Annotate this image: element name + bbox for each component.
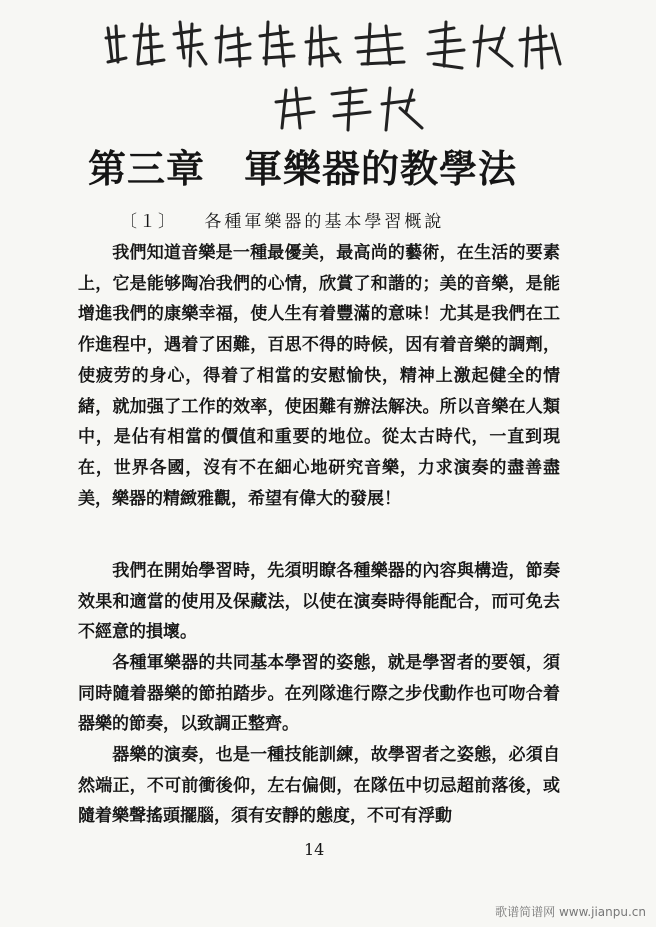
section-number: 〔１〕: [120, 212, 177, 232]
paragraph: [78, 648, 560, 740]
page-number: 14: [304, 840, 325, 859]
site-watermark: 歌谱简谱网 www.jianpu.cn: [495, 905, 646, 919]
paragraph: [78, 556, 560, 648]
paragraph: [78, 238, 560, 514]
paragraph-text: 我們知道音樂是一種最優美，最高尚的藝術，在生活的要素上，它是能够陶冶我們的心情，欣賞了和諧的；美的音樂，是能增進我們的康樂幸福，使人生有着豐滿的意味！尤其是我們在工作進程中，遇着了困難，百思不得的時候，因有着音樂的調劑，使疲劳的身心，得着了相當的安慰愉快，精神上激起健全的情緒，就加强了工作的效率，使困難有辦法解決。所以音樂在人類中，是佔有相當的價值和重要的地位。從太古時代，一直到現在，世界各國，沒有不在細心地研究音樂，力求演奏的盡善盡美，樂器的精緻雅觀，希望有偉大的發展！: [78, 243, 560, 509]
section-title: 各種軍樂器的基本學習概說: [204, 212, 445, 232]
paragraph: [78, 740, 560, 832]
handwritten-annotation: [100, 8, 580, 136]
paragraph-text: 我們在開始學習時，先須明瞭各種樂器的內容與構造，節奏效果和適當的使用及保藏法，以使在演奏時得能配合，而可免去不經意的損壞。: [78, 561, 560, 643]
section-heading: [120, 207, 444, 232]
paragraph-text: 器樂的演奏，也是一種技能訓練，故學習者之姿態，必須自然端正，不可前衝後仰，左右偏側，在隊伍中切忌超前落後，或隨着樂聲搖頭擺腦，須有安靜的態度，不可有浮動: [78, 745, 560, 827]
paragraph-text: 各種軍樂器的共同基本學習的姿態，就是學習者的要領，須同時隨着器樂的節拍踏步。在列隊進行際之步伐動作也可吻合着器樂的節奏，以致調正整齊。: [78, 653, 560, 735]
chapter-title: 第三章 軍樂器的教學法: [88, 146, 518, 191]
